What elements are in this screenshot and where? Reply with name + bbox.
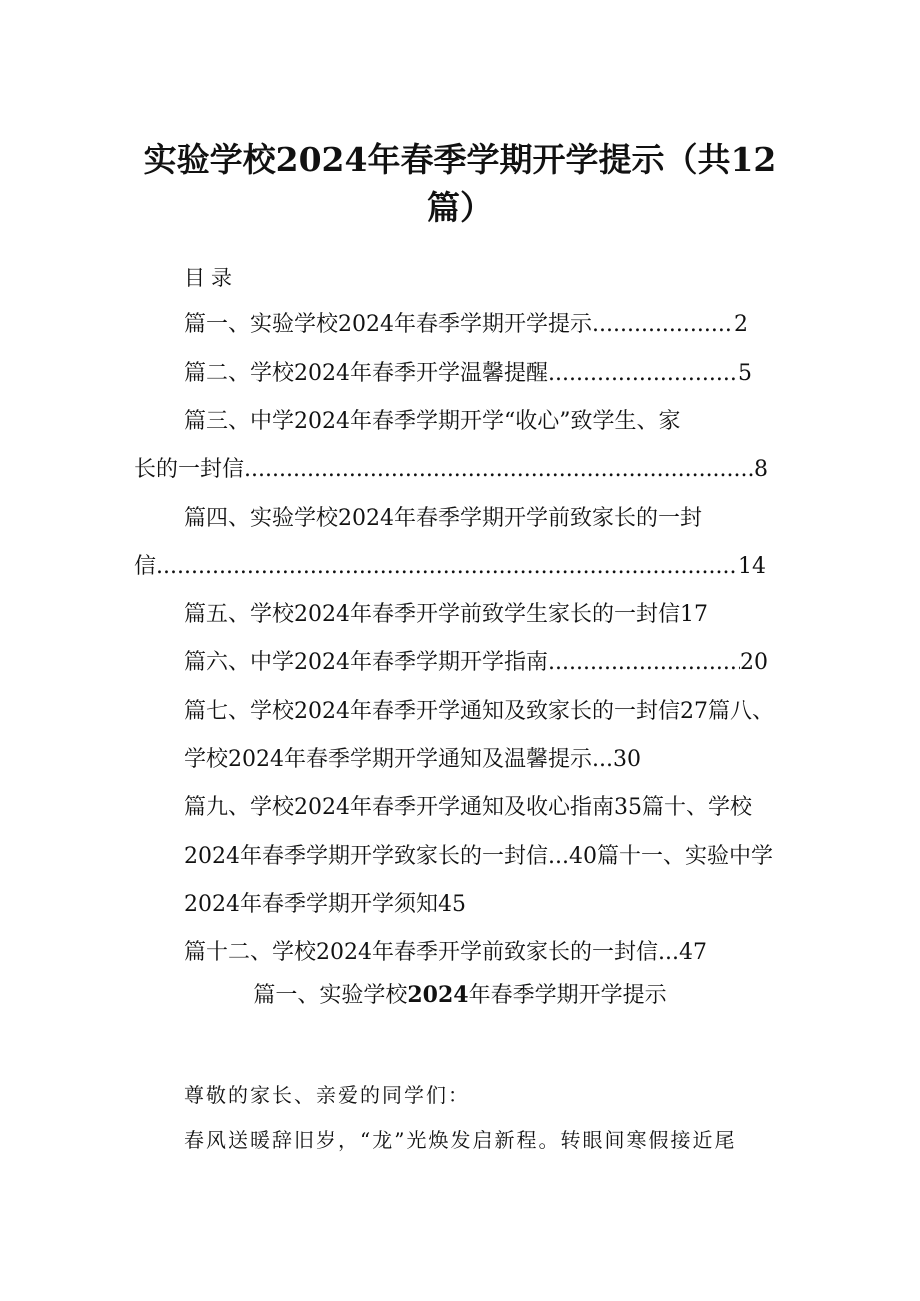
toc-entry-3-line-1[interactable] [184,407,680,437]
toc-leader-dots [548,359,738,389]
toc-entry-text: 篇六、中学2024年春季学期开学指南 [184,650,548,675]
toc-leader-dots [244,455,754,485]
toc-page-number: 14 [738,554,767,579]
title-line-2: 篇） [427,188,493,227]
toc-page-number: 2 [734,312,748,337]
body-paragraph: 春风送暖辞旧岁，“龙”光焕发启新程。转眼间寒假接近尾 [184,1128,737,1152]
toc-entry-2[interactable] [184,359,752,389]
toc-entry-text: 篇五、学校2024年春季开学前致学生家长的一封信17 [184,602,708,627]
toc-leader-dots [548,648,740,678]
toc-entry-text: 篇二、学校2024年春季开学温馨提醒 [184,361,548,386]
toc-entry-1[interactable] [184,310,748,340]
toc-entry-text: 篇四、实验学校2024年春季学期开学前致家长的一封 [184,506,702,531]
toc-entry-text: 篇七、学校2024年春季开学通知及致家长的一封信27篇八、 [184,699,774,724]
toc-entry-3-line-2[interactable] [134,455,768,485]
title-line-1: 实验学校2024年春季学期开学提示（共12 [143,140,777,179]
section-title [100,980,820,1011]
document-title [100,136,820,232]
toc-entry-text: 篇一、实验学校2024年春季学期开学提示 [184,312,592,337]
toc-page-number: 20 [740,650,768,675]
toc-entry-6[interactable] [184,648,768,678]
section-title-prefix: 篇一、实验学校 [253,983,408,1008]
toc-entry-text: 篇十二、学校2024年春季开学前致家长的一封信...47 [184,940,707,965]
toc-entry-10[interactable] [184,842,773,872]
toc-entry-text: 篇九、学校2024年春季开学通知及收心指南35篇十、学校 [184,795,752,820]
toc-entry-5[interactable] [184,600,708,630]
toc-entry-11[interactable] [184,890,466,920]
toc-entry-text: 2024年春季学期开学须知45 [184,892,466,917]
greeting: 尊敬的家长、亲爱的同学们： [184,1083,470,1107]
toc-leader-dots [156,552,738,582]
section-title-year: 2024 [407,982,469,1008]
toc-heading: 目录 [184,266,238,290]
toc-entry-text: 学校2024年春季学期开学通知及温馨提示...30 [184,747,641,772]
toc-entry-text: 长的一封信 [134,457,245,482]
toc-page-number: 5 [738,361,752,386]
toc-entry-8[interactable] [184,745,641,775]
toc-entry-4-line-1[interactable] [184,504,702,534]
toc-page-number: 8 [754,457,769,482]
toc-entry-7[interactable] [184,697,774,727]
toc-entry-4-line-2[interactable] [134,552,766,582]
section-title-suffix: 年春季学期开学提示 [468,983,667,1008]
toc-entry-text: 信 [134,554,157,579]
toc-leader-dots [592,310,734,340]
toc-entry-text: 2024年春季学期开学致家长的一封信...40篇十一、实验中学 [184,844,773,869]
toc-entry-text: 篇三、中学2024年春季学期开学“收心”致学生、家 [184,409,681,434]
toc-entry-9[interactable] [184,793,752,823]
toc-entry-12[interactable] [184,938,707,968]
